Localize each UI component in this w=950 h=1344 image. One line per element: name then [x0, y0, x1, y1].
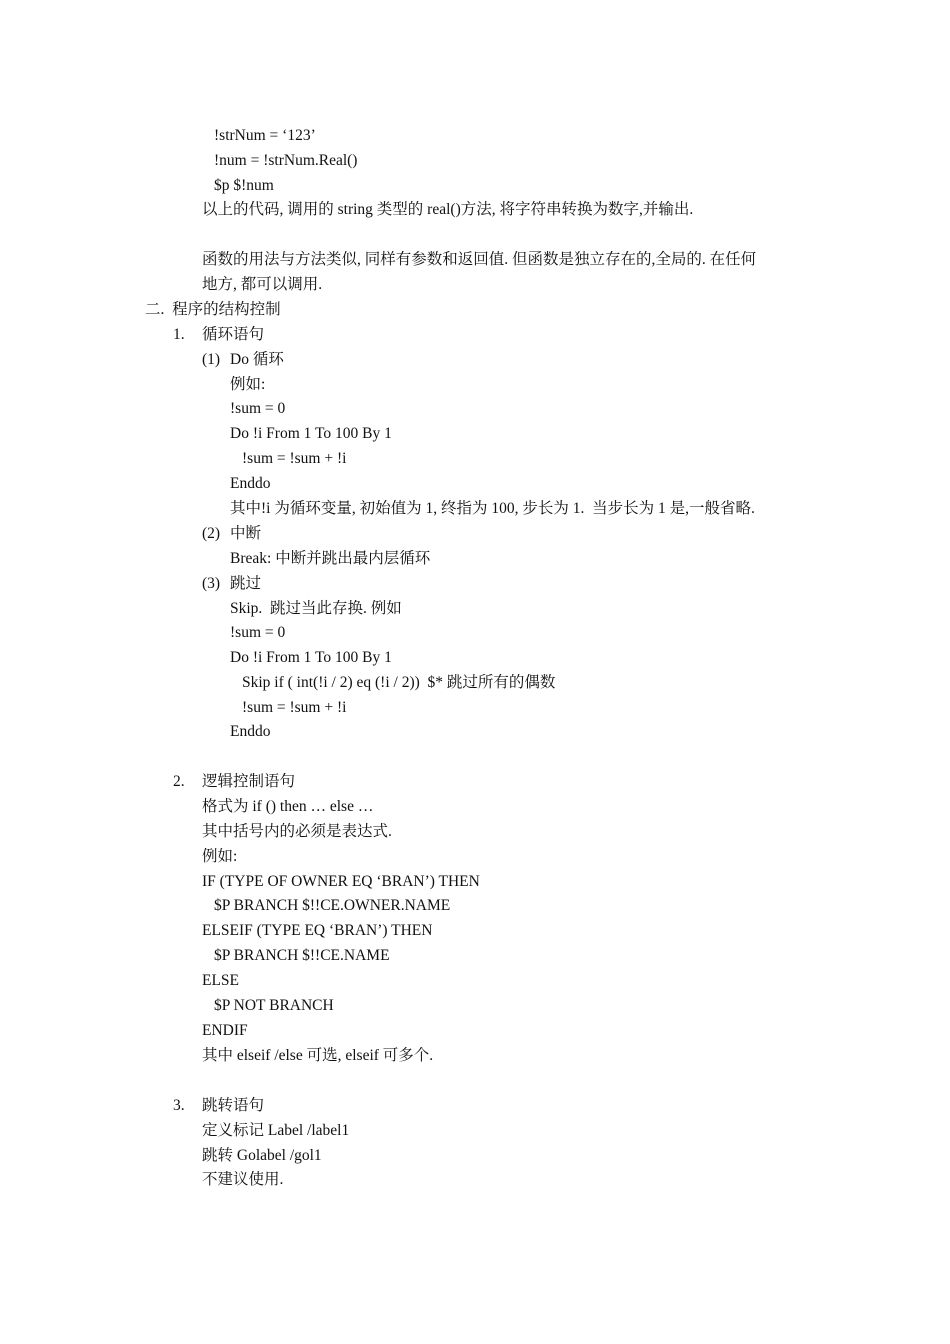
- list-number: 1.: [173, 326, 185, 343]
- paragraph-text: 函数的用法与方法类似, 同样有参数和返回值. 但函数是独立存在的,全局的. 在任何: [202, 251, 757, 268]
- code-line: !sum = !sum + !i: [242, 699, 347, 716]
- paragraph-text: 地方, 都可以调用.: [202, 276, 323, 293]
- list-item-title: 跳转语句: [202, 1097, 265, 1114]
- list-number: 2.: [173, 773, 185, 790]
- code-line: ENDIF: [202, 1022, 248, 1039]
- sublist-marker: (1): [202, 351, 221, 368]
- code-line: !sum = 0: [230, 624, 286, 641]
- text-line: 格式为 if () then … else …: [202, 798, 374, 815]
- list-item-title: 逻辑控制语句: [202, 773, 296, 790]
- text-line: Break: 中断并跳出最内层循环: [230, 550, 431, 567]
- sublist-marker: (2): [202, 525, 221, 542]
- sublist-title: 跳过: [230, 575, 262, 592]
- code-line: Enddo: [230, 723, 271, 740]
- code-line: $P BRANCH $!!CE.OWNER.NAME: [214, 897, 451, 914]
- paragraph-text: 以上的代码, 调用的 string 类型的 real()方法, 将字符串转换为数字,并输出.: [202, 201, 694, 218]
- code-line: ELSE: [202, 972, 240, 989]
- code-line: Do !i From 1 To 100 By 1: [230, 649, 392, 666]
- code-line: IF (TYPE OF OWNER EQ ‘BRAN’) THEN: [202, 873, 480, 890]
- code-line: Skip if ( int(!i / 2) eq (!i / 2)) $* 跳过所有的偶数: [242, 674, 556, 691]
- code-line: Do !i From 1 To 100 By 1: [230, 425, 392, 442]
- sublist-title: 中断: [230, 525, 262, 542]
- text-line: Skip. 跳过当此存换. 例如: [230, 600, 402, 617]
- code-line: $P NOT BRANCH: [214, 997, 334, 1014]
- code-line: $P BRANCH $!!CE.NAME: [214, 947, 390, 964]
- list-number: 3.: [173, 1097, 185, 1114]
- code-line: !num = !strNum.Real(): [214, 152, 358, 169]
- text-line: 其中!i 为循环变量, 初始值为 1, 终指为 100, 步长为 1. 当步长为 1 是,一般省略.: [230, 500, 755, 517]
- text-line: 其中括号内的必须是表达式.: [202, 823, 392, 840]
- code-line: !sum = !sum + !i: [242, 450, 347, 467]
- list-item-title: 循环语句: [202, 326, 265, 343]
- code-line: !sum = 0: [230, 400, 286, 417]
- text-line: 定义标记 Label /label1: [202, 1122, 350, 1139]
- text-line: 不建议使用.: [202, 1171, 284, 1188]
- text-line: 例如:: [230, 376, 266, 393]
- code-line: ELSEIF (TYPE EQ ‘BRAN’) THEN: [202, 922, 433, 939]
- text-line: 跳转 Golabel /gol1: [202, 1147, 322, 1164]
- text-line: 例如:: [202, 848, 238, 865]
- sublist-marker: (3): [202, 575, 221, 592]
- sublist-title: Do 循环: [230, 351, 284, 368]
- code-line: Enddo: [230, 475, 271, 492]
- code-line: !strNum = ‘123’: [214, 127, 316, 144]
- code-line: $p $!num: [214, 177, 274, 194]
- text-line: 其中 elseif /else 可选, elseif 可多个.: [202, 1047, 434, 1064]
- section-heading: 二. 程序的结构控制: [145, 301, 281, 318]
